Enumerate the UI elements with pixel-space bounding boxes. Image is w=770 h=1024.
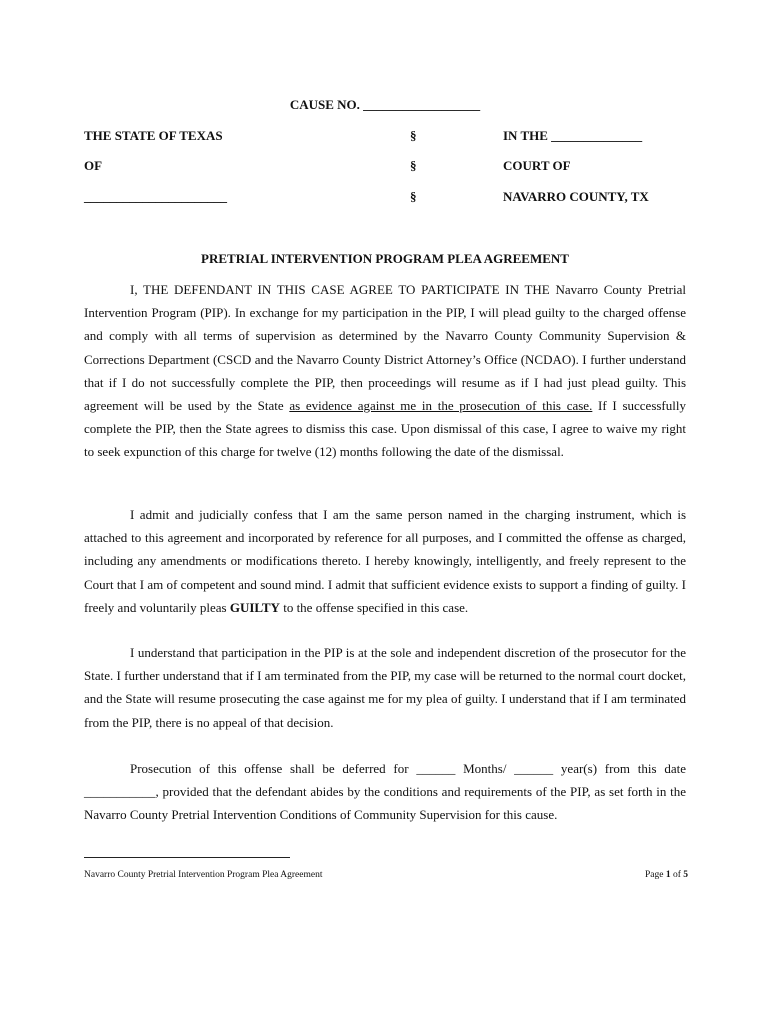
paragraph-text: If I successfully complete the PIP, then the State agrees to dismiss this case. Upon dismissal of this case, I agree to waive my right to seek expunction of this charge for twelve (12) months following the date of the dismissal. bbox=[84, 398, 686, 460]
page-number bbox=[600, 870, 688, 880]
caption-right: COURT OF bbox=[503, 158, 571, 173]
caption-left: OF bbox=[84, 158, 103, 173]
caption-left: THE STATE OF TEXAS bbox=[84, 128, 223, 143]
page-prefix: Page bbox=[644, 870, 666, 880]
caption-row bbox=[84, 158, 684, 176]
section-symbol: § bbox=[410, 158, 417, 173]
paragraph-text: I admit and judicially confess that I am the same person named in the charging instrument, which is attached to this agreement and incorporated by reference for all purposes, and I committed the offense as charged, including any amendments or modifications thereto. I hereby knowingly, intelligently, and freely represent to the Court that I am of competent and sound mind. I admit that sufficient evidence exists to support a finding of guilty. I freely and voluntarily pleas bbox=[84, 507, 686, 615]
paragraph-discretion bbox=[84, 641, 686, 734]
caption-row bbox=[84, 128, 684, 146]
page-current: 1 bbox=[665, 870, 671, 880]
footer-divider bbox=[84, 857, 290, 858]
caption-left: ______________________ bbox=[84, 189, 227, 204]
paragraph-participation bbox=[84, 278, 686, 464]
caption-right: NAVARRO COUNTY, TX bbox=[503, 189, 649, 204]
caption-right: IN THE ______________ bbox=[503, 128, 643, 143]
section-symbol: § bbox=[410, 128, 417, 143]
page-of: of bbox=[670, 870, 684, 880]
document-title: PRETRIAL INTERVENTION PROGRAM PLEA AGREEMENT bbox=[201, 251, 569, 266]
page-total: 5 bbox=[683, 870, 688, 880]
paragraph-text: I, THE DEFENDANT IN THIS CASE AGREE TO PARTICIPATE IN THE Navarro County Pretrial Intervention Program (PIP). In exchange for my participation in the PIP, I will plead guilty to the charged offense and comply with all terms of supervision as determined by the Navarro County Community Supervision & Corrections Department (CSCD and the Navarro County District Attorney’s Office (NCDAO). I further understand that if I do not successfully complete the PIP, then proceedings will resume as if I had just plead guilty. This agreement will be used by the State bbox=[84, 282, 686, 414]
underlined-text: as evidence against me in the prosecution of this case. bbox=[289, 398, 593, 414]
paragraph-text: I understand that participation in the PIP is at the sole and independent discretion of the prosecutor for the State. I further understand that if I am terminated from the PIP, my case will be returned to the normal court docket, and the State will resume prosecuting the case against me for my plea of guilty. I understand that if I am terminated from the PIP, there is no appeal of that decision. bbox=[84, 645, 686, 730]
caption-row bbox=[84, 189, 684, 207]
guilty-plea-text: GUILTY bbox=[229, 599, 280, 615]
cause-number: CAUSE NO. __________________ bbox=[289, 97, 481, 112]
paragraph-text: Prosecution of this offense shall be deferred for ______ Months/ ______ year(s) from this date ___________, provided that the defendant abides by the conditions and requirements of the PIP, as set forth in the Navarro County Pretrial Intervention Conditions of Community Supervision for this cause. bbox=[84, 761, 686, 823]
footer-document-name: Navarro County Pretrial Intervention Program Plea Agreement bbox=[84, 870, 323, 880]
paragraph-confession bbox=[84, 503, 686, 619]
paragraph-text: to the offense specified in this case. bbox=[279, 599, 469, 615]
section-symbol: § bbox=[410, 189, 417, 204]
paragraph-deferral bbox=[84, 757, 686, 827]
